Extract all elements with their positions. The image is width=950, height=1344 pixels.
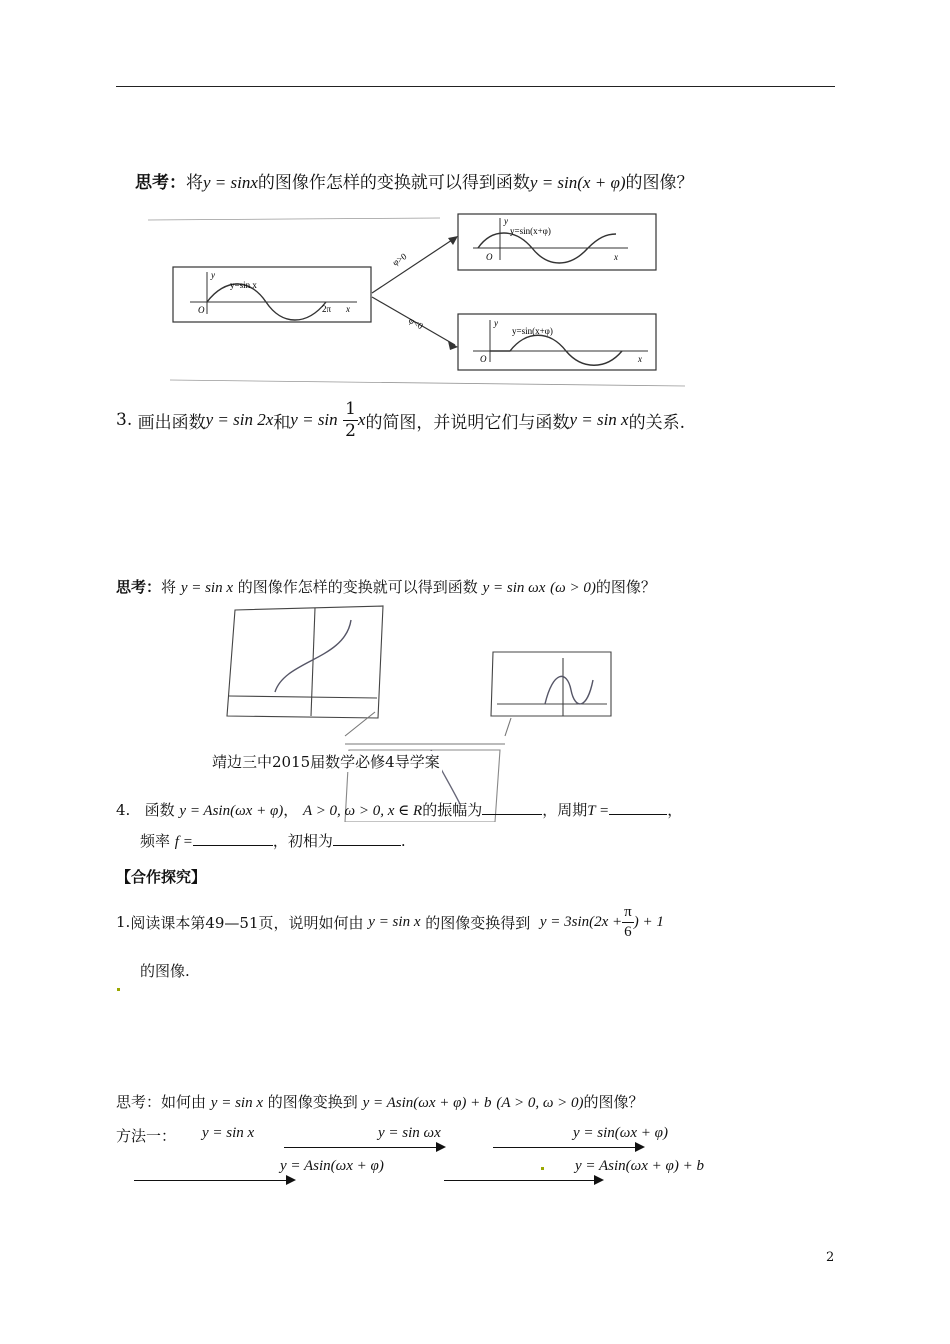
graph-frame-left bbox=[227, 606, 383, 718]
formula: y = sin x bbox=[180, 580, 234, 596]
item-text: 和 bbox=[273, 412, 291, 433]
arrowhead bbox=[448, 341, 458, 350]
formula: y = Asin(ωx + φ) + b bbox=[362, 1095, 492, 1111]
answer-blank-period[interactable] bbox=[609, 799, 667, 815]
formula: y = sin(x + φ) bbox=[529, 173, 626, 192]
curve-shift-right bbox=[490, 335, 622, 365]
item-number: 4. bbox=[116, 801, 131, 819]
formula: f = bbox=[174, 834, 193, 850]
answer-blank-frequency[interactable] bbox=[193, 830, 273, 846]
fraction-denominator: 2 bbox=[345, 420, 356, 441]
branch-arrow bbox=[372, 238, 455, 293]
graph-frame-right bbox=[491, 652, 611, 716]
item-text: 画出函数 bbox=[137, 412, 206, 433]
scan-border bbox=[148, 218, 440, 220]
figure-phase-shift bbox=[140, 210, 700, 390]
formula: y = sin x bbox=[210, 1095, 263, 1111]
fraction-half bbox=[343, 398, 358, 441]
answer-blank-phase[interactable] bbox=[333, 830, 401, 846]
item-number: 1. bbox=[116, 913, 131, 931]
formula: y = sin x bbox=[368, 913, 421, 930]
fraction-pi-six bbox=[622, 905, 634, 940]
answer-blank-amplitude[interactable] bbox=[482, 799, 542, 815]
question-text: 思考：如何由 bbox=[116, 1093, 207, 1111]
origin-label: O bbox=[486, 252, 493, 262]
item-text: ，初相为 bbox=[272, 832, 333, 850]
item-text: 函数 bbox=[144, 801, 175, 819]
formula: (A > 0, ω > 0) bbox=[496, 1095, 584, 1111]
formula: y = sin 2x bbox=[205, 410, 274, 429]
curve-label: y=sin(x+φ) bbox=[510, 226, 551, 236]
fraction-denominator: 6 bbox=[624, 923, 632, 940]
fraction-numerator: π bbox=[622, 905, 634, 923]
formula: x bbox=[357, 410, 366, 429]
curve-label: y=sin(x+φ) bbox=[512, 326, 553, 336]
figure-omega bbox=[215, 600, 615, 822]
question-text: 的图像作怎样的变换就可以得到函数 bbox=[237, 578, 478, 596]
transform-arrow-2 bbox=[493, 1147, 643, 1148]
item-3 bbox=[116, 400, 685, 440]
axis-y-label: y bbox=[504, 216, 508, 226]
axis-y-label: y bbox=[494, 318, 498, 328]
coop-item-1 bbox=[116, 900, 664, 944]
question-label: 思考： bbox=[135, 173, 186, 193]
curve-label: y=sin x bbox=[230, 280, 257, 290]
question-text: 的图像作怎样的变换就可以得到函数 bbox=[257, 173, 530, 193]
question-label: 思考： bbox=[116, 578, 162, 596]
method-step-2: y = sin ωx bbox=[378, 1125, 441, 1141]
item-text: . bbox=[400, 832, 406, 850]
page-number: 2 bbox=[826, 1250, 835, 1265]
question-text: 的图像变换到 bbox=[267, 1093, 358, 1111]
speck bbox=[541, 1167, 544, 1170]
formula: A > 0, ω > 0, x ∈ R bbox=[303, 803, 423, 819]
axis-y-label: y bbox=[211, 270, 215, 280]
header-title: 靖边三中2015届数学必修4导学案 bbox=[212, 753, 440, 771]
method-step-4: y = Asin(ωx + φ) bbox=[280, 1158, 384, 1174]
method-step-5: y = Asin(ωx + φ) + b bbox=[575, 1158, 704, 1174]
scan-border bbox=[170, 380, 685, 386]
formula: y = sin bbox=[290, 410, 338, 429]
question-text: 将 bbox=[161, 578, 177, 596]
formula: y = sinx bbox=[203, 173, 258, 192]
item-text: 阅读课本第49—51页，说明如何由 bbox=[130, 913, 364, 932]
item-text: 的简图，并说明它们与函数 bbox=[365, 412, 570, 433]
section-heading: 【合作探究】 bbox=[116, 868, 207, 886]
item-text: 的振幅为 bbox=[422, 801, 483, 819]
axis bbox=[311, 608, 315, 716]
tick-label: 2π bbox=[322, 304, 332, 314]
item-4-line1: 4. 函数 y = Asin(ωx + φ)， A > 0, ω > 0, x ∈ R的振幅为 ，周期T = ， bbox=[116, 801, 683, 819]
method-step-3: y = sin(ωx + φ) bbox=[573, 1125, 668, 1141]
item-text: 的图像变换得到 bbox=[425, 913, 531, 932]
item-text: ，周期 bbox=[542, 801, 588, 819]
question-shift bbox=[135, 168, 694, 193]
axis-x-label: x bbox=[614, 252, 618, 262]
arrowhead bbox=[448, 236, 458, 245]
connector-line bbox=[345, 712, 375, 736]
question-text: 的图像？ bbox=[595, 578, 656, 596]
transform-arrow-1 bbox=[284, 1147, 444, 1148]
question-omega bbox=[116, 576, 656, 597]
item-text: 频率 bbox=[140, 832, 171, 850]
formula: T = bbox=[587, 803, 610, 819]
method-label: 方法一： bbox=[116, 1127, 177, 1145]
origin-label: O bbox=[198, 305, 205, 315]
formula: y = 3sin(2x + bbox=[539, 913, 623, 930]
question-text: 的图像？ bbox=[625, 173, 694, 193]
question-text: 将 bbox=[186, 173, 203, 193]
fraction-numerator: 1 bbox=[345, 398, 356, 419]
formula: y = sin ωx bbox=[482, 580, 546, 596]
formula: y = sin x bbox=[569, 410, 629, 429]
speck bbox=[117, 988, 120, 991]
origin-label: O bbox=[480, 354, 487, 364]
question-general bbox=[116, 1091, 644, 1112]
item-number: 3. bbox=[116, 410, 133, 430]
axis bbox=[229, 696, 377, 698]
branch-label: φ<0 bbox=[407, 315, 425, 332]
formula: ) + 1 bbox=[633, 913, 664, 930]
transform-arrow-4 bbox=[444, 1180, 602, 1181]
axis-x-label: x bbox=[638, 354, 642, 364]
item-text: ， bbox=[667, 801, 683, 819]
item-text: 的关系. bbox=[628, 412, 685, 433]
curve-compress bbox=[545, 676, 593, 704]
branch-label: φ>0 bbox=[390, 251, 409, 268]
coop-item-1-cont: 的图像. bbox=[140, 962, 190, 980]
question-text: 的图像？ bbox=[583, 1093, 644, 1111]
transform-arrow-3 bbox=[134, 1180, 294, 1181]
axis-x-label: x bbox=[346, 304, 350, 314]
formula: (ω > 0) bbox=[550, 580, 596, 596]
item-4-line2 bbox=[140, 830, 406, 851]
connector-line bbox=[505, 718, 511, 736]
formula: y = Asin(ωx + φ) bbox=[179, 803, 284, 819]
method-step-1: y = sin x bbox=[202, 1125, 255, 1141]
header-rule bbox=[116, 86, 835, 87]
